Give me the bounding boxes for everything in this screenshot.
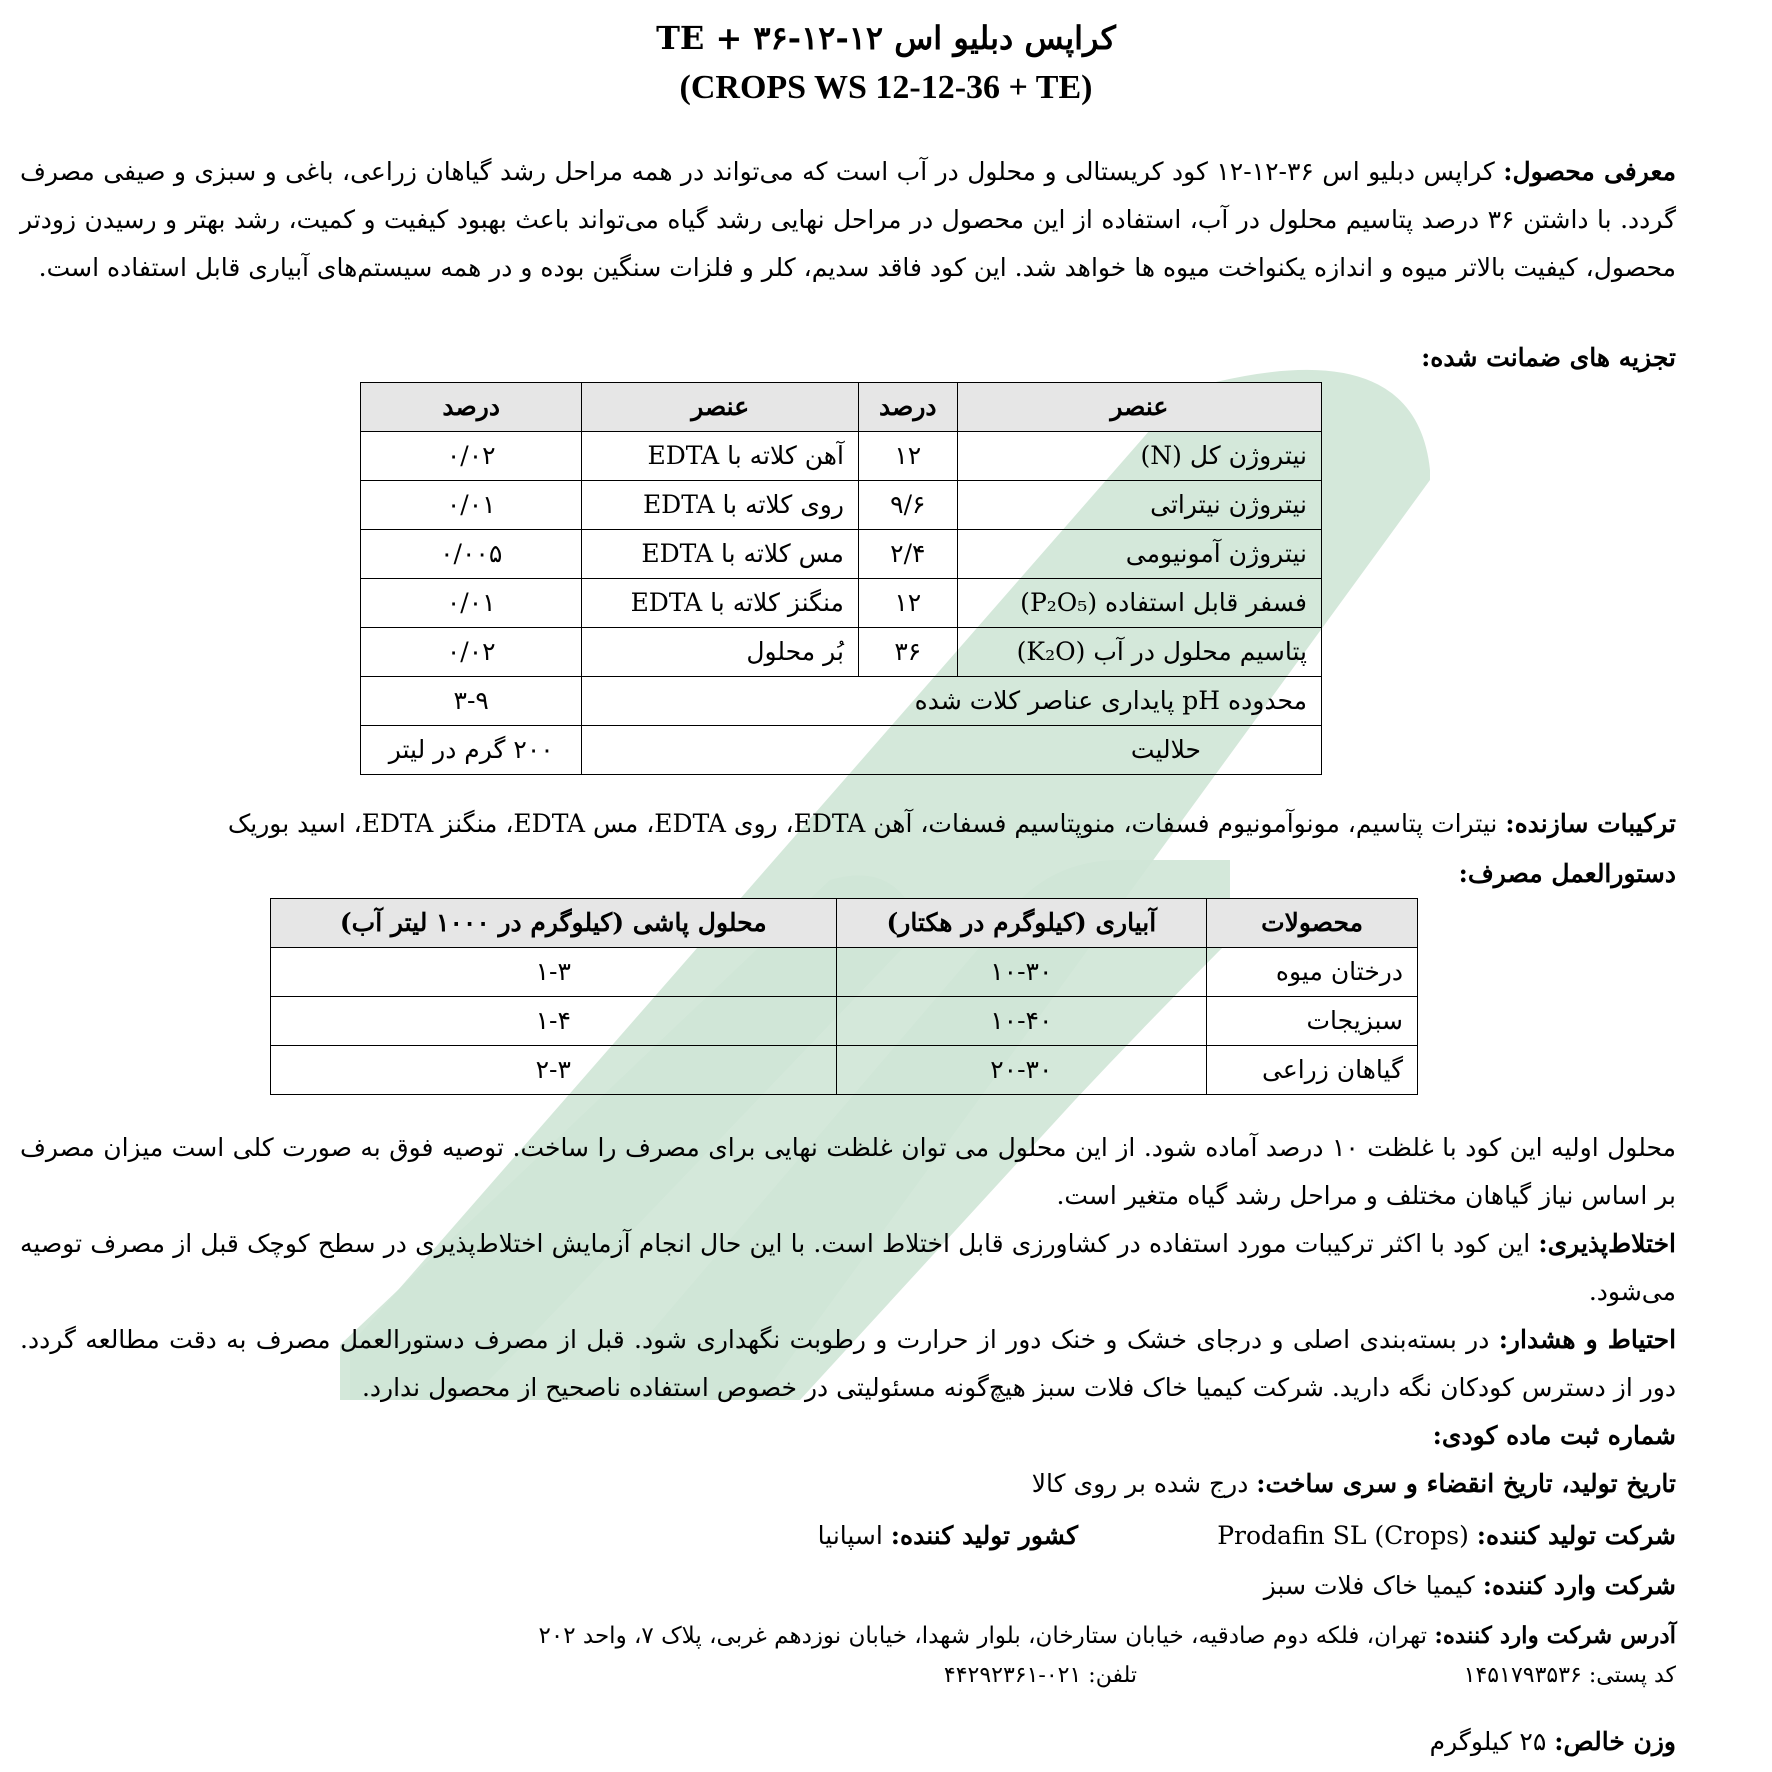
table-cell: ۲/۴ xyxy=(858,530,957,579)
table-row xyxy=(361,432,1322,481)
table-cell: ۱۲ xyxy=(858,579,957,628)
dates-value: درج شده بر روی کالا xyxy=(1031,1469,1249,1498)
usage-table xyxy=(270,898,1418,1095)
compatibility-text: این کود با اکثر ترکیبات مورد استفاده در کشاورزی قابل اختلاط است. با این حال انجام آزمایش اختلاط‌پذیری در سطح کوچک قبل از مصرف توصیه می‌شود. xyxy=(20,1229,1676,1306)
registration-label: شماره ثبت ماده کودی: xyxy=(1432,1421,1676,1450)
postal-line xyxy=(1464,1652,1676,1700)
header-cell: درصد xyxy=(858,383,957,432)
ph-label-cell: محدوده pH پایداری عناصر کلات شده xyxy=(582,677,1322,726)
title-english: (CROPS WS 12-12-36 + TE) xyxy=(679,69,1093,106)
address-label: آدرس شرکت وارد کننده: xyxy=(1434,1622,1676,1649)
weight-label: وزن خالص: xyxy=(1554,1727,1676,1756)
usage-note: محلول اولیه این کود با غلظت ۱۰ درصد آماده شود. از این محلول می توان غلظت نهایی برای مصرف را ساخت. توصیه فوق به صورت کلی است میزان مصرف بر اساس نیاز گیاهان مختلف و مراحل رشد گیاه متغیر است. xyxy=(20,1133,1676,1210)
table-cell: ۲۰-۳۰ xyxy=(836,1046,1207,1095)
table-cell: گیاهان زراعی xyxy=(1207,1046,1418,1095)
table-cell: آهن کلاته با EDTA xyxy=(582,432,859,481)
dates-label: تاریخ تولید، تاریخ انقضاء و سری ساخت: xyxy=(1256,1469,1676,1498)
table-row xyxy=(271,948,1418,997)
table-cell: ۰/۰۰۵ xyxy=(361,530,582,579)
table-row xyxy=(271,1046,1418,1095)
table-cell: نیتروژن کل (N) xyxy=(957,432,1321,481)
title-persian: کراپس دبلیو اس TE + ۳۶-۱۲-۱۲ xyxy=(656,19,1116,57)
compatibility-label: اختلاط‌پذیری: xyxy=(1538,1229,1677,1258)
table-cell: منگنز کلاته با EDTA xyxy=(582,579,859,628)
ingredients-label: ترکیبات سازنده: xyxy=(1505,809,1676,838)
table-cell: ۰/۰۱ xyxy=(361,579,582,628)
table-cell: ۰/۰۱ xyxy=(361,481,582,530)
header-cell: درصد xyxy=(361,383,582,432)
manufacturer-line xyxy=(1217,1512,1676,1560)
table-cell: سبزیجات xyxy=(1207,997,1418,1046)
country-value: اسپانیا xyxy=(817,1521,883,1550)
table-header-row xyxy=(271,899,1418,948)
header-cell: محلول پاشی (کیلوگرم در ۱۰۰۰ لیتر آب) xyxy=(271,899,837,948)
table-cell: ۲-۳ xyxy=(271,1046,837,1095)
table-cell: ۱۰-۳۰ xyxy=(836,948,1207,997)
warning-paragraph xyxy=(20,1316,1676,1412)
table-row-solubility xyxy=(361,726,1322,775)
address-value: تهران، فلکه دوم صادقیه، خیابان ستارخان، بلوار شهدا، خیابان نوزدهم غربی، پلاک ۷، واحد ۲۰۲ xyxy=(538,1623,1428,1649)
compatibility-paragraph xyxy=(20,1220,1676,1316)
usage-heading: دستورالعمل مصرف: xyxy=(1458,859,1676,888)
table-row-ph xyxy=(361,677,1322,726)
table-header-row xyxy=(361,383,1322,432)
table-cell: ۱۲ xyxy=(858,432,957,481)
table-cell: بُر محلول xyxy=(582,628,859,677)
intro-paragraph xyxy=(20,148,1676,292)
table-cell: ۱۰-۴۰ xyxy=(836,997,1207,1046)
importer-value: کیمیا خاک فلات سبز xyxy=(1263,1571,1475,1600)
table-cell: ۳۶ xyxy=(858,628,957,677)
manufacturer-label: شرکت تولید کننده: xyxy=(1476,1521,1676,1550)
postal-label: کد پستی: xyxy=(1588,1663,1676,1688)
table-cell: نیتروژن نیتراتی xyxy=(957,481,1321,530)
table-cell: روی کلاته با EDTA xyxy=(582,481,859,530)
analysis-heading: تجزیه های ضمانت شده: xyxy=(1421,343,1676,372)
intro-label: معرفی محصول: xyxy=(1503,157,1676,186)
header-cell: عنصر xyxy=(582,383,859,432)
country-line xyxy=(818,1512,1078,1560)
phone-line xyxy=(944,1652,1137,1700)
weight-value: ۲۵ کیلوگرم xyxy=(1429,1727,1547,1756)
table-row xyxy=(361,530,1322,579)
header-cell: عنصر xyxy=(957,383,1321,432)
table-cell: ۰/۰۲ xyxy=(361,628,582,677)
table-row xyxy=(361,628,1322,677)
warning-text: در بسته‌بندی اصلی و درجای خشک و خنک دور از حرارت و رطوبت نگهداری شود. قبل از مصرف دستورالعمل مصرف به دقت مطالعه گردد. دور از دسترس کودکان نگه دارید. شرکت کیمیا خاک فلات سبز هیچ‌گونه مسئولیتی در خصوص استفاده ناصحیح از محصول ندارد. xyxy=(20,1325,1676,1402)
importer-line xyxy=(1264,1562,1676,1610)
country-label: کشور تولید کننده: xyxy=(890,1521,1078,1550)
table-cell: درختان میوه xyxy=(1207,948,1418,997)
intro-text: کراپس دبلیو اس ۳۶-۱۲-۱۲ کود کریستالی و محلول در آب است که می‌تواند در همه مراحل رشد گیاهان زراعی، باغی و سبزی و صیفی مصرف گردد. با داشتن ۳۶ درصد پتاسیم محلول در آب، استفاده از این محصول در مراحل نهایی رشد گیاه می‌تواند باعث بهبود کیفیت و کمیت، رشد بهتر و رسیدن زودتر محصول، کیفیت بالاتر میوه و اندازه یکنواخت میوه ها خواهد شد. این کود فاقد سدیم، کلر و فلزات سنگین بوده و در همه سیستم‌های آبیاری قابل استفاده است. xyxy=(20,157,1676,282)
solubility-label-cell: حلالیت xyxy=(582,726,1322,775)
table-row xyxy=(271,997,1418,1046)
warning-label: احتیاط و هشدار: xyxy=(1498,1325,1677,1354)
importer-label: شرکت وارد کننده: xyxy=(1482,1571,1676,1600)
phone-value: ۰۲۱-۴۴۲۹۲۳۶۱ xyxy=(943,1663,1082,1688)
phone-label: تلفن: xyxy=(1088,1663,1137,1688)
table-row xyxy=(361,579,1322,628)
table-cell: ۰/۰۲ xyxy=(361,432,582,481)
table-cell: فسفر قابل استفاده (P₂O₅) xyxy=(957,579,1321,628)
header-cell: آبیاری (کیلوگرم در هکتار) xyxy=(836,899,1207,948)
manufacturer-value: Prodafin SL (Crops) xyxy=(1217,1521,1469,1550)
ingredients-line xyxy=(228,800,1676,848)
table-cell: مس کلاته با EDTA xyxy=(582,530,859,579)
table-row xyxy=(361,481,1322,530)
dates-line xyxy=(1032,1460,1676,1508)
solubility-value-cell: ۲۰۰ گرم در لیتر xyxy=(361,726,582,775)
table-cell: ۱-۴ xyxy=(271,997,837,1046)
analysis-table xyxy=(360,382,1322,775)
ph-value-cell: ۳-۹ xyxy=(361,677,582,726)
table-cell: پتاسیم محلول در آب (K₂O) xyxy=(957,628,1321,677)
header-cell: محصولات xyxy=(1207,899,1418,948)
registration-line xyxy=(1433,1412,1676,1460)
postal-value: ۱۴۵۱۷۹۳۵۳۶ xyxy=(1463,1663,1582,1688)
table-cell: ۹/۶ xyxy=(858,481,957,530)
ingredients-text: نیترات پتاسیم، مونوآمونیوم فسفات، منوپتاسیم فسفات، آهن EDTA، روی EDTA، مس EDTA، منگنز EDTA، اسید بوریک xyxy=(227,809,1498,838)
weight-line xyxy=(1430,1718,1676,1766)
table-cell: ۱-۳ xyxy=(271,948,837,997)
table-cell: نیتروژن آمونیومی xyxy=(957,530,1321,579)
